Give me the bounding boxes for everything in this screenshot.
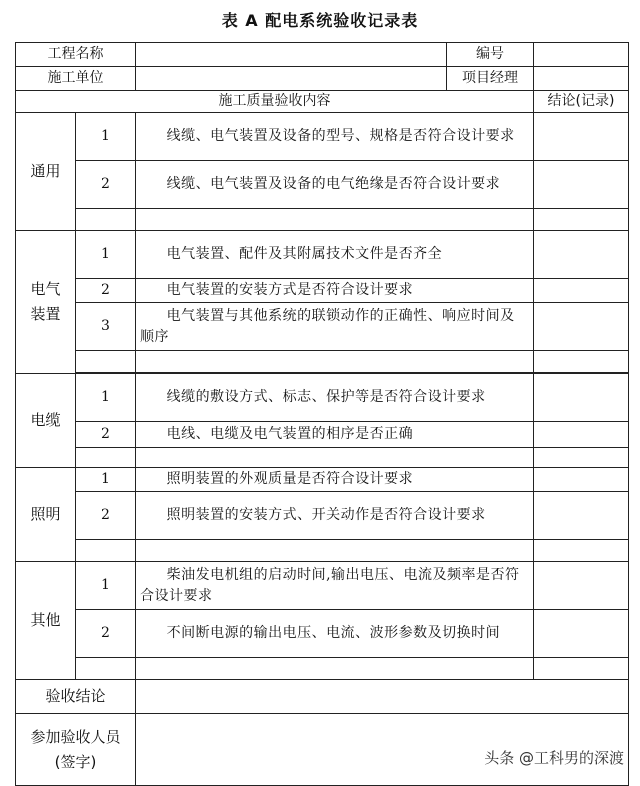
- section-name: 通用: [16, 113, 76, 231]
- section-name: 其他: [16, 562, 76, 680]
- item-number: 2: [76, 279, 136, 303]
- item-conclusion[interactable]: [534, 209, 629, 231]
- item-content: 照明装置的外观质量是否符合设计要求: [136, 468, 534, 492]
- contractor-value[interactable]: [136, 67, 447, 91]
- project-name-label: 工程名称: [16, 43, 136, 67]
- item-content: 线缆、电气装置及设备的型号、规格是否符合设计要求: [136, 113, 534, 161]
- item-content: 线缆的敷设方式、标志、保护等是否符合设计要求: [136, 374, 534, 422]
- blank-cell: [76, 351, 136, 373]
- item-conclusion[interactable]: [534, 492, 629, 540]
- conclusion-header: 结论(记录): [534, 91, 629, 113]
- item-conclusion[interactable]: [534, 540, 629, 562]
- item-number: 1: [76, 562, 136, 610]
- blank-cell: [76, 448, 136, 468]
- participants-label-text: 参加验收人员: [30, 727, 121, 746]
- item-conclusion[interactable]: [534, 422, 629, 448]
- item-content: 电气装置的安装方式是否符合设计要求: [136, 279, 534, 303]
- item-conclusion[interactable]: [534, 562, 629, 610]
- blank-cell: [136, 658, 534, 680]
- item-number: 3: [76, 303, 136, 351]
- blank-cell: [136, 351, 534, 373]
- item-conclusion[interactable]: [534, 303, 629, 351]
- blank-cell: [76, 658, 136, 680]
- project-name-value[interactable]: [136, 43, 447, 67]
- blank-cell: [136, 209, 534, 231]
- item-number: 2: [76, 422, 136, 448]
- item-content: 电气装置与其他系统的联锁动作的正确性、响应时间及顺序: [136, 303, 534, 351]
- project-manager-value[interactable]: [534, 67, 629, 91]
- item-number: 1: [76, 468, 136, 492]
- item-number: 1: [76, 231, 136, 279]
- table-title: 表 A 配电系统验收记录表: [221, 11, 419, 30]
- item-conclusion[interactable]: [534, 351, 629, 373]
- item-number: 2: [76, 492, 136, 540]
- item-conclusion[interactable]: [534, 468, 629, 492]
- acceptance-record-table: [15, 42, 629, 786]
- watermark-text: 头条 @工科男的深渡: [484, 749, 624, 767]
- item-content: 不间断电源的输出电压、电流、波形参数及切换时间: [136, 610, 534, 658]
- project-manager-label: 项目经理: [447, 67, 534, 91]
- item-content: 电气装置、配件及其附属技术文件是否齐全: [136, 231, 534, 279]
- item-conclusion[interactable]: [534, 374, 629, 422]
- item-content: 照明装置的安装方式、开关动作是否符合设计要求: [136, 492, 534, 540]
- item-number: 1: [76, 113, 136, 161]
- item-content: 电线、电缆及电气装置的相序是否正确: [136, 422, 534, 448]
- section-name: 照明: [16, 468, 76, 562]
- acceptance-conclusion-label: 验收结论: [16, 680, 136, 714]
- item-conclusion[interactable]: [534, 161, 629, 209]
- content-header: 施工质量验收内容: [16, 91, 534, 113]
- item-number: 2: [76, 161, 136, 209]
- item-conclusion[interactable]: [534, 610, 629, 658]
- item-content: 柴油发电机组的启动时间,输出电压、电流及频率是否符合设计要求: [136, 562, 534, 610]
- blank-cell: [76, 540, 136, 562]
- item-conclusion[interactable]: [534, 231, 629, 279]
- blank-cell: [136, 448, 534, 468]
- item-conclusion[interactable]: [534, 113, 629, 161]
- item-conclusion[interactable]: [534, 448, 629, 468]
- section-name: 电气 装置: [16, 231, 76, 374]
- blank-cell: [136, 540, 534, 562]
- participants-label: [16, 714, 136, 786]
- code-value[interactable]: [534, 43, 629, 67]
- signature-label: (签字): [54, 752, 97, 771]
- contractor-label: 施工单位: [16, 67, 136, 91]
- item-number: 1: [76, 374, 136, 422]
- item-conclusion[interactable]: [534, 658, 629, 680]
- blank-cell: [76, 209, 136, 231]
- acceptance-conclusion-value[interactable]: [136, 680, 629, 714]
- item-number: 2: [76, 610, 136, 658]
- code-label: 编号: [447, 43, 534, 67]
- item-conclusion[interactable]: [534, 279, 629, 303]
- item-content: 线缆、电气装置及设备的电气绝缘是否符合设计要求: [136, 161, 534, 209]
- section-name: 电缆: [16, 374, 76, 468]
